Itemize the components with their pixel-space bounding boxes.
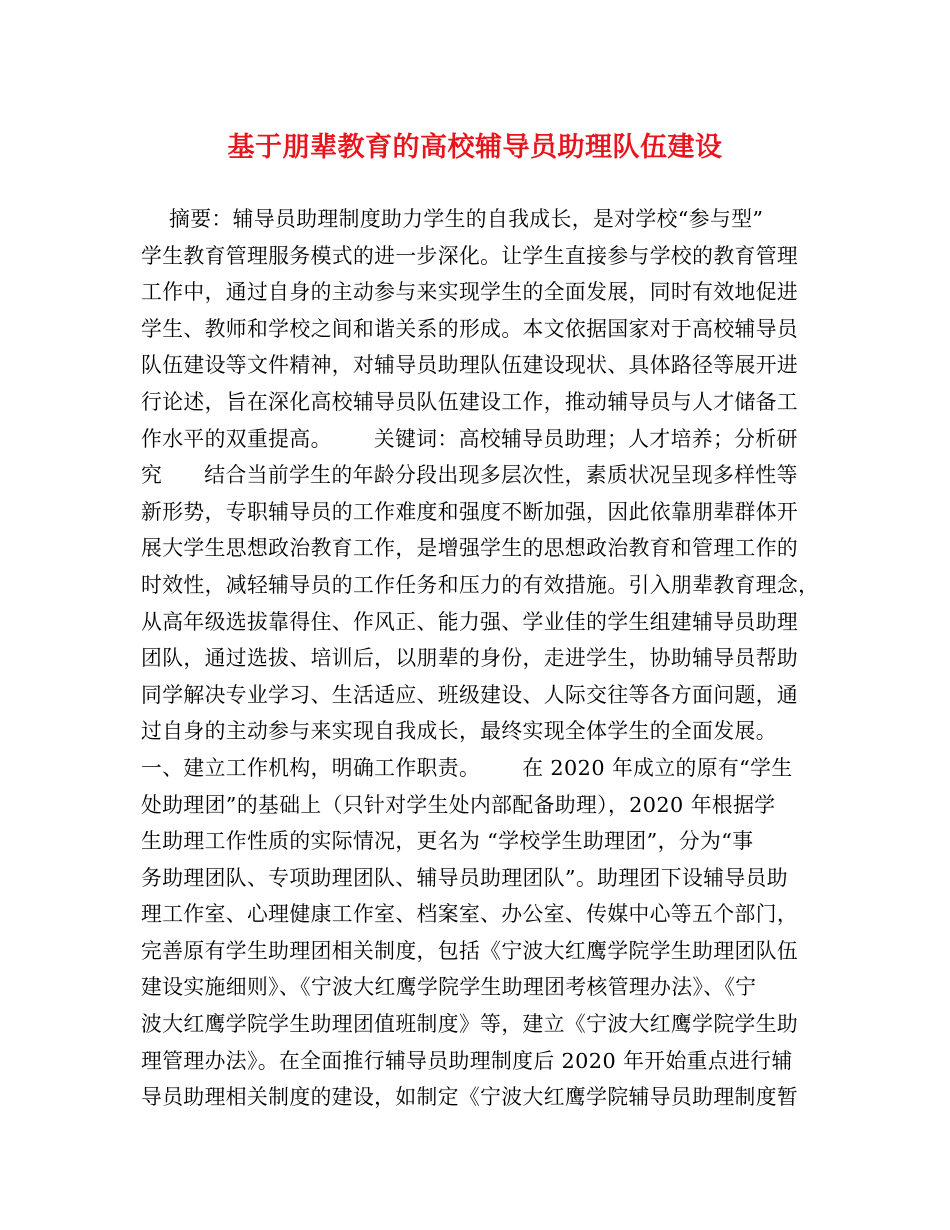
body-line: 同学解决专业学习、生活适应、班级建设、人际交往等各方面问题，通 (141, 682, 799, 707)
body-line: 理工作室、心理健康工作室、档案室、办公室、传媒中心等五个部门， (141, 902, 799, 927)
body-line: 新形势，专职辅导员的工作难度和强度不断加强，因此依靠朋辈群体开 (141, 499, 799, 524)
body-line: 展大学生思想政治教育工作，是增强学生的思想政治教育和管理工作的 (141, 536, 799, 561)
document-title: 基于朋辈教育的高校辅导员助理队伍建设 (227, 132, 723, 163)
body-line: 时效性，减轻辅导员的工作任务和压力的有效措施。引入朋辈教育理念， (141, 572, 820, 597)
body-line: 摘要：辅导员助理制度助力学生的自我成长，是对学校“参与型” (141, 207, 764, 231)
body-line: 导员助理相关制度的建设，如制定《宁波大红鹰学院辅导员助理制度暂 (141, 1085, 799, 1110)
body-line: 处助理团”的基础上（只针对学生处内部配备助理），2020 年根据学 (141, 792, 776, 817)
body-line: 工作中，通过自身的主动参与来实现学生的全面发展，同时有效地促进 (141, 280, 799, 305)
body-line: 一、建立工作机构，明确工作职责。 在 2020 年成立的原有“学生 (141, 755, 793, 780)
body-line: 生助理工作性质的实际情况，更名为 “学校学生助理团”，分为“事 (141, 829, 754, 854)
body-line: 行论述，旨在深化高校辅导员队伍建设工作，推动辅导员与人才储备工 (141, 389, 799, 414)
body-line: 学生教育管理服务模式的进一步深化。让学生直接参与学校的教育管理 (141, 243, 799, 268)
body-line: 过自身的主动参与来实现自我成长，最终实现全体学生的全面发展。 (141, 719, 777, 744)
body-line: 从高年级选拔靠得住、作风正、能力强、学业佳的学生组建辅导员助理 (141, 609, 799, 634)
document-body (141, 201, 820, 1116)
body-line: 建设实施细则》、《宁波大红鹰学院学生助理团考核管理办法》、《宁 (141, 975, 757, 1000)
body-line: 团队，通过选拔、培训后，以朋辈的身份，走进学生，协助辅导员帮助 (141, 646, 799, 671)
body-line: 理管理办法》。在全面推行辅导员助理制度后 2020 年开始重点进行辅 (141, 1048, 793, 1073)
body-line: 波大红鹰学院学生助理团值班制度》等，建立《宁波大红鹰学院学生助 (141, 1012, 799, 1037)
body-line: 完善原有学生助理团相关制度，包括《宁波大红鹰学院学生助理团队伍 (141, 938, 799, 963)
body-line: 务助理团队、专项助理团队、辅导员助理团队”。助理团下设辅导员助 (141, 865, 788, 890)
body-line: 作水平的双重提高。 关键词：高校辅导员助理；人才培养；分析研 (141, 426, 798, 451)
body-line: 究 结合当前学生的年龄分段出现多层次性，素质状况呈现多样性等 (141, 463, 798, 488)
body-line: 队伍建设等文件精神，对辅导员助理队伍建设现状、具体路径等展开进 (141, 353, 799, 378)
body-line: 学生、教师和学校之间和谐关系的形成。本文依据国家对于高校辅导员 (141, 316, 799, 341)
